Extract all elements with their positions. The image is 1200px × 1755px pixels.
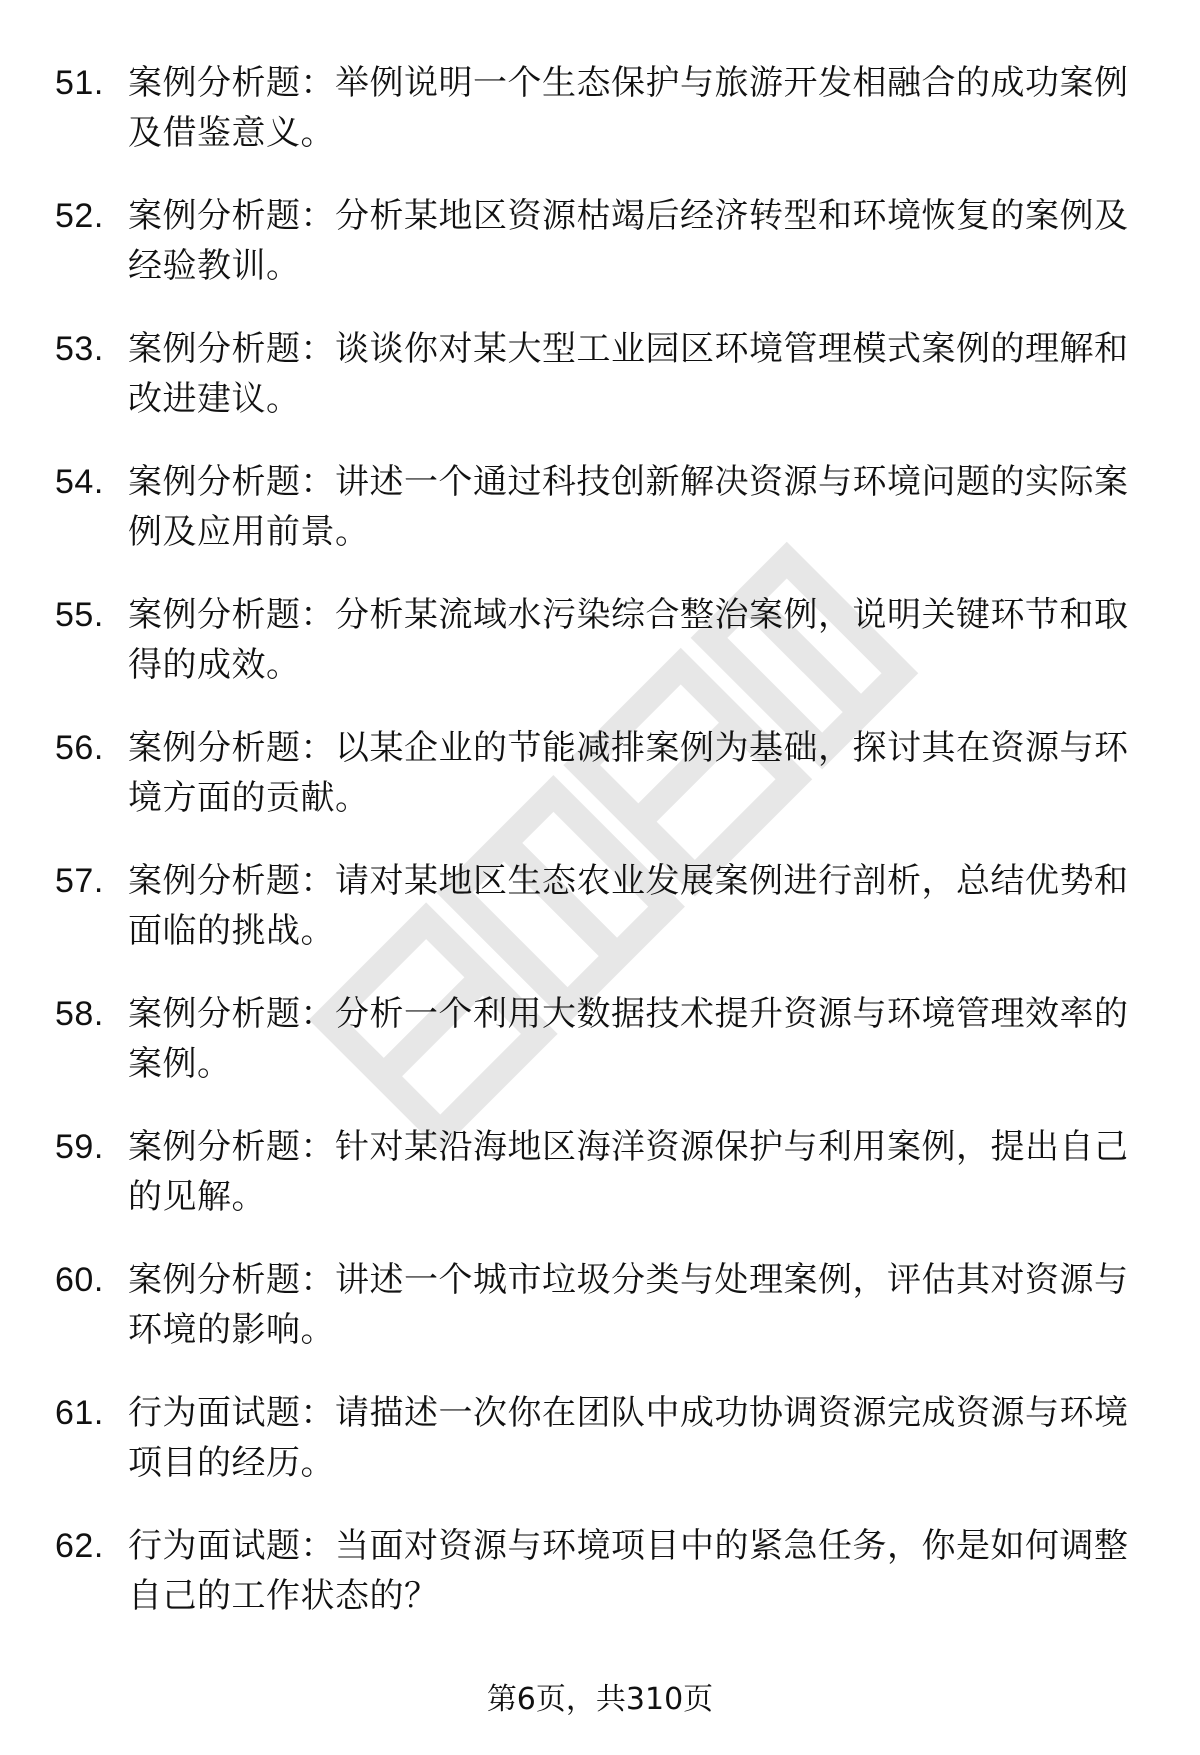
question-number: 62. — [55, 1527, 104, 1565]
question-item — [55, 1122, 1135, 1222]
question-number: 53. — [55, 330, 104, 368]
question-number: 57. — [55, 862, 104, 900]
question-number: 55. — [55, 596, 104, 634]
question-number: 56. — [55, 729, 104, 767]
question-text: 行为面试题：请描述一次你在团队中成功协调资源完成资源与环境项目的经历。 — [128, 1393, 1129, 1483]
question-item — [55, 1255, 1135, 1355]
question-number: 60. — [55, 1261, 104, 1299]
page-footer: 第6页，共310页 — [486, 1682, 714, 1717]
question-text: 行为面试题：当面对资源与环境项目中的紧急任务，你是如何调整自己的工作状态的？ — [128, 1526, 1129, 1616]
question-number: 58. — [55, 995, 104, 1033]
question-number: 61. — [55, 1394, 104, 1432]
question-text: 案例分析题：举例说明一个生态保护与旅游开发相融合的成功案例及借鉴意义。 — [128, 63, 1129, 153]
question-item — [55, 723, 1135, 823]
question-number: 51. — [55, 64, 104, 102]
question-item — [55, 590, 1135, 690]
question-text: 案例分析题：讲述一个城市垃圾分类与处理案例，评估其对资源与环境的影响。 — [128, 1260, 1129, 1350]
question-item — [55, 58, 1135, 158]
question-item — [55, 856, 1135, 956]
question-item — [55, 324, 1135, 424]
question-text: 案例分析题：请对某地区生态农业发展案例进行剖析，总结优势和面临的挑战。 — [128, 861, 1129, 951]
question-text: 案例分析题：讲述一个通过科技创新解决资源与环境问题的实际案例及应用前景。 — [128, 462, 1129, 552]
question-item — [55, 1521, 1135, 1621]
question-text: 案例分析题：以某企业的节能减排案例为基础，探讨其在资源与环境方面的贡献。 — [128, 728, 1129, 818]
question-list — [55, 58, 1135, 1654]
question-number: 52. — [55, 197, 104, 235]
question-text: 案例分析题：分析一个利用大数据技术提升资源与环境管理效率的案例。 — [128, 994, 1129, 1084]
question-number: 54. — [55, 463, 104, 501]
question-item — [55, 989, 1135, 1089]
question-text: 案例分析题：谈谈你对某大型工业园区环境管理模式案例的理解和改进建议。 — [128, 329, 1129, 419]
question-item — [55, 457, 1135, 557]
question-item — [55, 1388, 1135, 1488]
question-text: 案例分析题：分析某地区资源枯竭后经济转型和环境恢复的案例及经验教训。 — [128, 196, 1129, 286]
question-item — [55, 191, 1135, 291]
question-number: 59. — [55, 1128, 104, 1166]
question-text: 案例分析题：针对某沿海地区海洋资源保护与利用案例，提出自己的见解。 — [128, 1127, 1129, 1217]
question-text: 案例分析题：分析某流域水污染综合整治案例，说明关键环节和取得的成效。 — [128, 595, 1129, 685]
